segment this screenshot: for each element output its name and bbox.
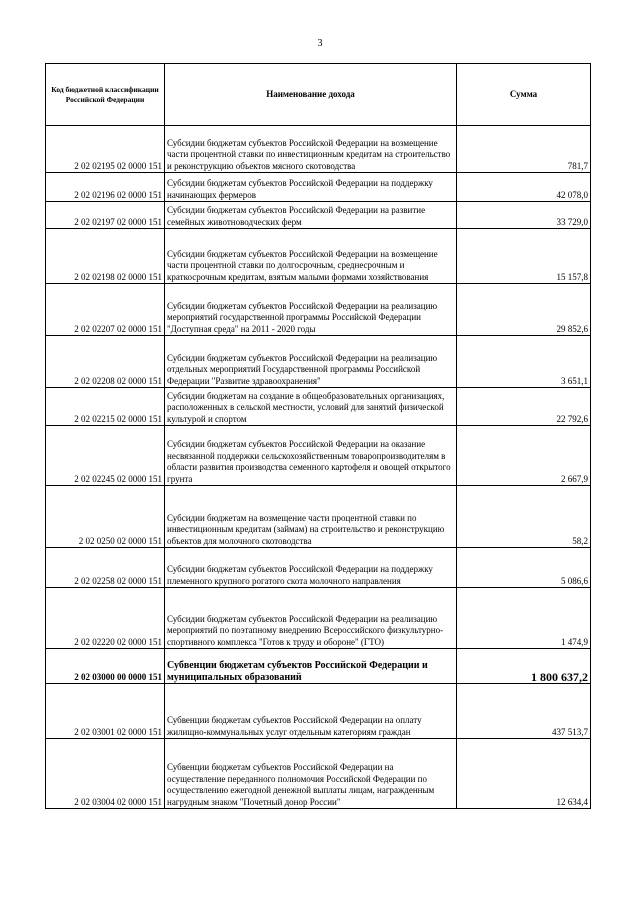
table-row — [46, 126, 591, 173]
table-row — [46, 426, 591, 486]
table-row — [46, 388, 591, 426]
row-name: Субсидии бюджетам субъектов Российской Федерации на реализацию мероприятий по поэтапному внедрению Всероссийского физкультурно-спортивного комплекса "Готов к труду и обороне" (ГТО) — [165, 588, 457, 649]
row-code: 2 02 02245 02 0000 151 — [46, 426, 165, 486]
table-row — [46, 486, 591, 548]
row-name: Субсидии бюджетам на возмещение части процентной ставки по инвестиционным кредитам (займам) на строительство и реконструкцию объектов для молочного скотоводства — [165, 486, 457, 548]
row-amount: 12 634,4 — [457, 739, 591, 809]
row-amount: 33 729,0 — [457, 202, 591, 229]
row-name: Субсидии бюджетам субъектов Российской Федерации на поддержку начинающих фермеров — [165, 173, 457, 202]
row-code: 2 02 02258 02 0000 151 — [46, 548, 165, 588]
page-number: 3 — [317, 38, 323, 49]
row-name: Субсидии бюджетам субъектов Российской Федерации на возмещение части процентной ставки по инвестиционным кредитам на строительство и реконструкцию объектов мясного скотоводства — [165, 126, 457, 173]
row-amount: 1 800 637,2 — [457, 649, 591, 684]
row-name: Субсидии бюджетам на создание в общеобразовательных организациях, расположенных в сельской местности, условий для занятий физической культурой и спортом — [165, 388, 457, 426]
row-code: 2 02 02195 02 0000 151 — [46, 126, 165, 173]
row-name: Субсидии бюджетам субъектов Российской Федерации на реализацию мероприятий государственной программы Российской Федерации "Доступная среда" на 2011 - 2020 годы — [165, 284, 457, 336]
row-name: Субсидии бюджетам субъектов Российской Федерации на поддержку племенного крупного рогатого скота молочного направления — [165, 548, 457, 588]
row-name: Субвенции бюджетам субъектов Российской Федерации и муниципальных образований — [165, 649, 457, 684]
row-amount: 2 667,9 — [457, 426, 591, 486]
row-name: Субсидии бюджетам субъектов Российской Федерации на развитие семейных животноводческих ферм — [165, 202, 457, 229]
row-amount: 22 792,6 — [457, 388, 591, 426]
row-amount: 15 157,8 — [457, 229, 591, 284]
row-name: Субсидии бюджетам субъектов Российской Федерации на возмещение части процентной ставки по долгосрочным, среднесрочным и краткосрочным кредитам, взятым малыми формами хозяйствования — [165, 229, 457, 284]
row-amount: 29 852,6 — [457, 284, 591, 336]
row-amount: 58,2 — [457, 486, 591, 548]
header-code: Код бюджетной классификации Российской Федерации — [46, 64, 165, 126]
row-code: 2 02 02208 02 0000 151 — [46, 336, 165, 388]
row-code: 2 02 02215 02 0000 151 — [46, 388, 165, 426]
table-row — [46, 739, 591, 809]
row-code: 2 02 02198 02 0000 151 — [46, 229, 165, 284]
row-amount: 3 651,1 — [457, 336, 591, 388]
table-row — [46, 336, 591, 388]
row-code: 2 02 03001 02 0000 151 — [46, 684, 165, 739]
row-code: 2 02 0250 02 0000 151 — [46, 486, 165, 548]
row-amount: 42 078,0 — [457, 173, 591, 202]
row-amount: 5 086,6 — [457, 548, 591, 588]
row-amount: 437 513,7 — [457, 684, 591, 739]
table-row — [46, 173, 591, 202]
header-amount: Сумма — [457, 64, 591, 126]
table-row — [46, 229, 591, 284]
row-name: Субвенции бюджетам субъектов Российской Федерации на оплату жилищно-коммунальных услуг отдельным категориям граждан — [165, 684, 457, 739]
row-code: 2 02 03004 02 0000 151 — [46, 739, 165, 809]
row-name: Субсидии бюджетам субъектов Российской Федерации на оказание несвязанной поддержки сельскохозяйственным товаропроизводителям в области развития производства семенного картофеля и овощей открытого грунта — [165, 426, 457, 486]
table-header-row — [46, 64, 591, 126]
table-row — [46, 202, 591, 229]
table-row — [46, 588, 591, 649]
revenue-table — [45, 63, 591, 809]
row-code: 2 02 03000 00 0000 151 — [46, 649, 165, 684]
row-code: 2 02 02207 02 0000 151 — [46, 284, 165, 336]
table-row-subtotal — [46, 649, 591, 684]
table-row — [46, 548, 591, 588]
table-row — [46, 684, 591, 739]
row-amount: 781,7 — [457, 126, 591, 173]
row-name: Субсидии бюджетам субъектов Российской Федерации на реализацию отдельных мероприятий Государственной программы Российской Федерации "Развитие здравоохранения" — [165, 336, 457, 388]
header-name: Наименование дохода — [165, 64, 457, 126]
row-amount: 1 474,9 — [457, 588, 591, 649]
row-code: 2 02 02196 02 0000 151 — [46, 173, 165, 202]
row-code: 2 02 02197 02 0000 151 — [46, 202, 165, 229]
row-name: Субвенции бюджетам субъектов Российской Федерации на осуществление переданного полномочия Российской Федерации по осуществлению ежегодной денежной выплаты лицам, награжденным нагрудным знаком "Почетный донор России" — [165, 739, 457, 809]
row-code: 2 02 02220 02 0000 151 — [46, 588, 165, 649]
table-row — [46, 284, 591, 336]
